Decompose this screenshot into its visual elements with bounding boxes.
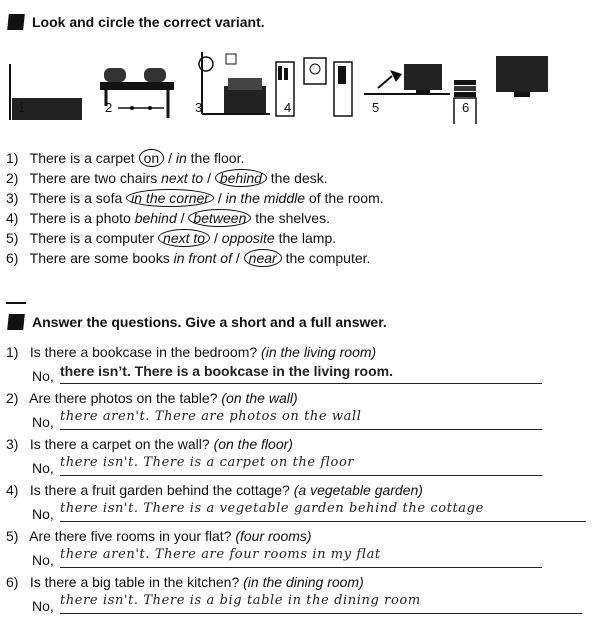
item-text: There is a sofa — [29, 190, 123, 206]
picture-label-6: 6 — [462, 100, 470, 115]
answer-field[interactable]: there isn't. There is a vegetable garden behind the cottage — [60, 501, 586, 522]
item-text: the computer. — [285, 250, 371, 266]
item-number: 5) — [6, 528, 19, 544]
option-circled[interactable]: near — [244, 249, 282, 267]
task2-item-6 — [6, 572, 592, 614]
item-text: There are two chairs — [29, 170, 158, 186]
question-line — [6, 342, 592, 362]
question-line — [6, 572, 592, 592]
short-answer: No, — [32, 598, 54, 614]
item-number: 6) — [6, 574, 19, 590]
question-hint: (in the dining room) — [243, 574, 364, 590]
answer-row — [6, 408, 592, 430]
question-hint: (in the living room) — [261, 344, 377, 360]
item-text: the shelves. — [255, 210, 330, 226]
answer-field[interactable]: there aren't. There are four rooms in my flat — [60, 547, 542, 568]
question-text: Are there five rooms in your flat? — [29, 528, 232, 544]
answer-row — [6, 362, 592, 384]
answer-field[interactable]: there isn't. There is a big table in the dining room — [60, 593, 582, 614]
answer-field[interactable]: there aren't. There are photos on the wall — [60, 409, 542, 430]
question-text: Is there a big table in the kitchen? — [29, 574, 240, 590]
task1-item-6 — [6, 248, 384, 268]
question-text: Is there a fruit garden behind the cottage? — [29, 482, 290, 498]
task1-item-3 — [6, 188, 384, 208]
item-text: of the room. — [308, 190, 384, 206]
question-text: Are there photos on the table? — [29, 390, 218, 406]
option[interactable]: in the middle — [225, 190, 306, 206]
option-circled[interactable]: behind — [215, 169, 267, 187]
item-text: There are some books — [29, 250, 170, 266]
item-number: 2) — [6, 390, 19, 406]
task2-item-5 — [6, 526, 592, 568]
task2-items — [6, 342, 592, 614]
question-hint: (on the floor) — [213, 436, 293, 452]
question-line — [6, 434, 592, 454]
option-circled[interactable]: in the corner — [126, 189, 214, 207]
option[interactable]: in front of — [173, 250, 232, 266]
item-number: 4) — [6, 482, 19, 498]
answer-row — [6, 454, 592, 476]
task1-header — [8, 14, 265, 30]
separator: / — [235, 250, 240, 266]
question-line — [6, 480, 592, 500]
question-line — [6, 388, 592, 408]
task1-item-4 — [6, 208, 384, 228]
item-number: 3) — [6, 436, 19, 452]
answer-field[interactable]: there isn’t. There is a bookcase in the living room. — [60, 363, 542, 384]
question-hint: (on the wall) — [221, 390, 298, 406]
question-hint: (a vegetable garden) — [293, 482, 423, 498]
picture-label-2: 2 — [105, 100, 113, 115]
answer-row — [6, 546, 592, 568]
option[interactable]: in — [175, 150, 187, 166]
short-answer: No, — [32, 368, 54, 384]
task2-item-3 — [6, 434, 592, 476]
item-number: 1) — [6, 150, 19, 166]
task1-item-1 — [6, 148, 384, 168]
task2-item-4 — [6, 480, 592, 522]
picture-label-5: 5 — [372, 100, 380, 115]
separator: / — [213, 230, 218, 246]
task1-items — [6, 148, 384, 268]
task2-item-1 — [6, 342, 592, 384]
separator: / — [217, 190, 222, 206]
question-text: Is there a bookcase in the bedroom? — [29, 344, 258, 360]
task2-item-2 — [6, 388, 592, 430]
item-text: There is a photo — [29, 210, 131, 226]
option-circled[interactable]: on — [139, 149, 165, 167]
separator: / — [168, 150, 172, 166]
short-answer: No, — [32, 460, 54, 476]
option-circled[interactable]: between — [188, 209, 251, 227]
item-number: 3) — [6, 190, 19, 206]
task-marker-icon — [7, 14, 25, 30]
answer-field[interactable]: there isn't. There is a carpet on the floor — [60, 455, 542, 476]
option[interactable]: opposite — [221, 230, 275, 246]
item-text: the lamp. — [278, 230, 337, 246]
item-number: 2) — [6, 170, 19, 186]
item-text: There is a carpet — [29, 150, 135, 166]
question-hint: (four rooms) — [235, 528, 312, 544]
item-text: There is a computer — [29, 230, 155, 246]
separator: / — [207, 170, 211, 186]
task2-title: Answer the questions. Give a short and a full answer. — [32, 314, 387, 330]
picture-label-1: 1 — [18, 100, 26, 115]
task-marker-icon — [7, 314, 25, 330]
picture-label-4: 4 — [284, 100, 292, 115]
section-divider — [6, 302, 26, 304]
option-circled[interactable]: next to — [158, 229, 210, 247]
short-answer: No, — [32, 414, 54, 430]
picture-label-3: 3 — [195, 100, 203, 115]
item-text: the floor. — [190, 150, 245, 166]
option[interactable]: behind — [134, 210, 177, 226]
item-text: the desk. — [270, 170, 328, 186]
task1-item-5 — [6, 228, 384, 248]
item-number: 1) — [6, 344, 19, 360]
task2-header — [8, 314, 387, 330]
item-number: 5) — [6, 230, 19, 246]
short-answer: No, — [32, 552, 54, 568]
short-answer: No, — [32, 506, 54, 522]
item-number: 6) — [6, 250, 19, 266]
task1-title: Look and circle the correct variant. — [32, 14, 265, 30]
answer-row — [6, 500, 592, 522]
separator: / — [180, 210, 185, 226]
pictures-strip — [8, 48, 592, 126]
answer-row — [6, 592, 592, 614]
question-line — [6, 526, 592, 546]
question-text: Is there a carpet on the wall? — [29, 436, 210, 452]
option[interactable]: next to — [161, 170, 204, 186]
task1-item-2 — [6, 168, 384, 188]
item-number: 4) — [6, 210, 19, 226]
